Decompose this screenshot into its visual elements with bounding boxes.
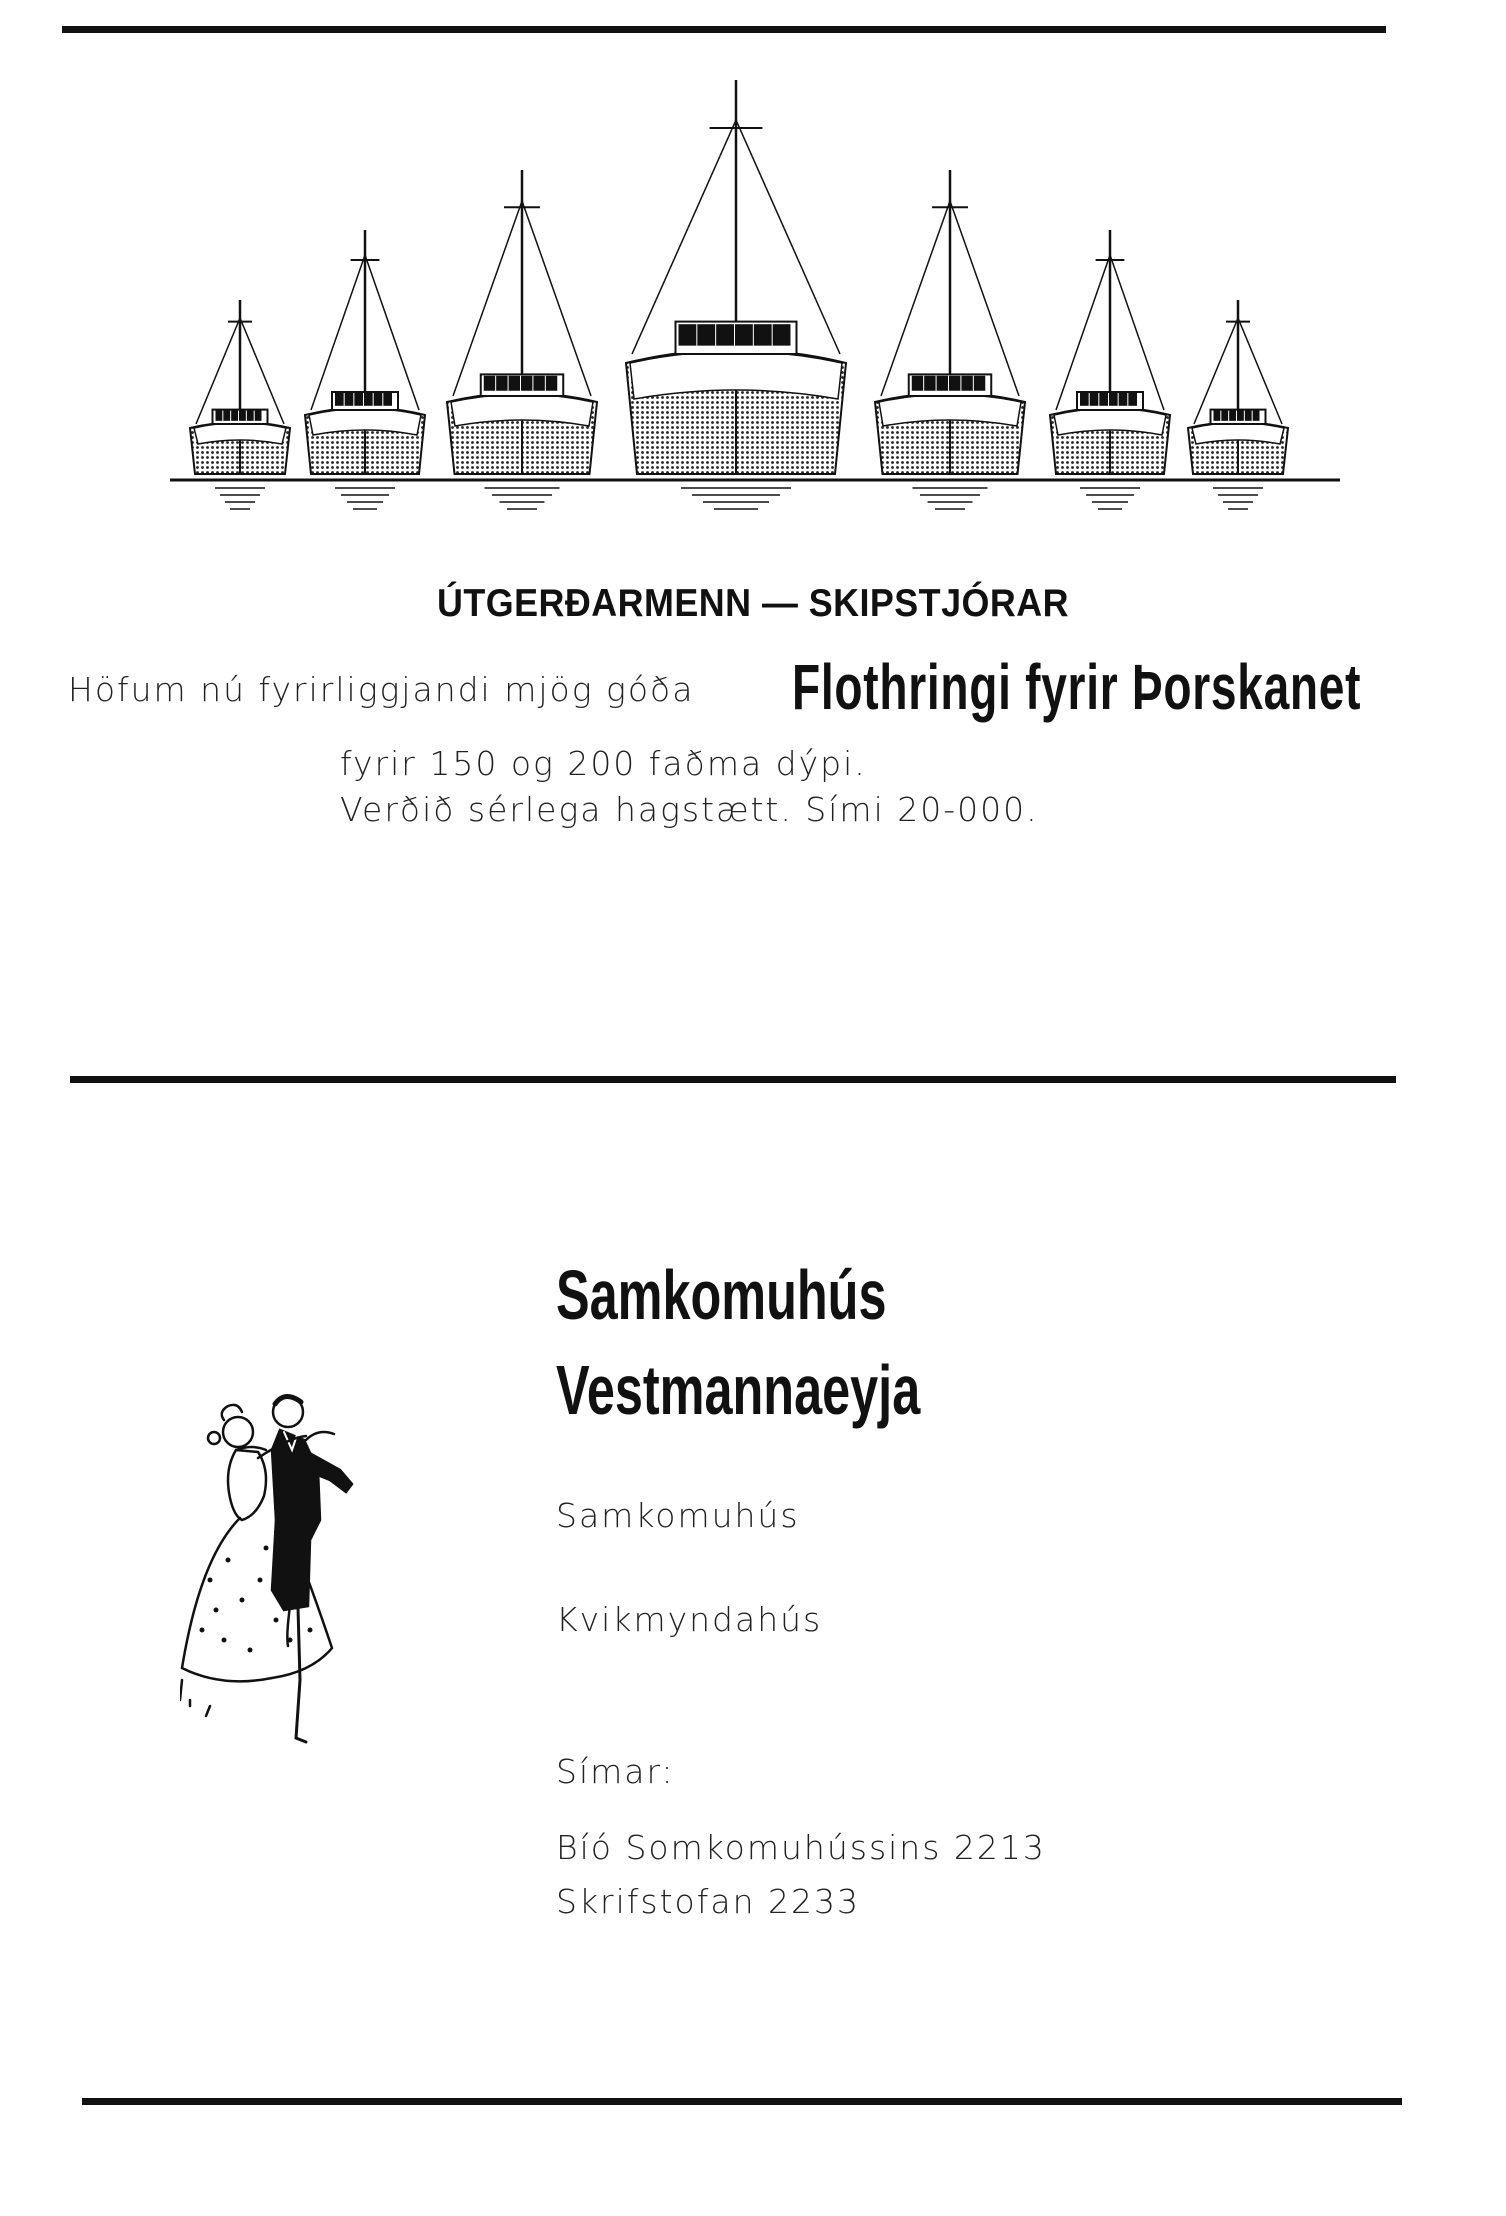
boat [1050, 230, 1170, 509]
dancing-couple-illustration [180, 1380, 390, 1760]
boat [875, 170, 1025, 509]
ad1-line2: fyrir 150 og 200 faðma dýpi. [340, 744, 867, 783]
boat [1188, 300, 1288, 509]
bottom-rule [82, 2098, 1402, 2105]
boat [626, 80, 846, 509]
ad1-headline: ÚTGERÐARMENN — SKIPSTJÓRAR [437, 582, 1069, 625]
boat [190, 300, 290, 509]
middle-rule [70, 1076, 1396, 1083]
top-rule [62, 26, 1386, 33]
ad2-item-samkomuhus: Samkomuhús [556, 1496, 800, 1535]
ad1-product: Flothringi fyrir Þorskanet [792, 651, 1362, 723]
ad1-intro: Höfum nú fyrirliggjandi mjög góða [68, 670, 695, 709]
ad2-title-line2: Vestmannaeyja [556, 1351, 921, 1429]
ad2-phone-office: Skrifstofan 2233 [556, 1882, 860, 1921]
ad2-title-line1: Samkomuhús [556, 1256, 887, 1334]
ad2-phone-bio: Bíó Somkomuhússins 2213 [556, 1828, 1046, 1867]
ad1-line3: Verðið sérlega hagstætt. Sími 20-000. [340, 790, 1039, 829]
fishing-boats-illustration [170, 60, 1340, 540]
boat [447, 170, 597, 509]
ad2-item-kvikmyndahus: Kvikmyndahús [556, 1600, 823, 1639]
boat [305, 230, 425, 509]
ad2-phones-label: Símar: [556, 1752, 675, 1791]
